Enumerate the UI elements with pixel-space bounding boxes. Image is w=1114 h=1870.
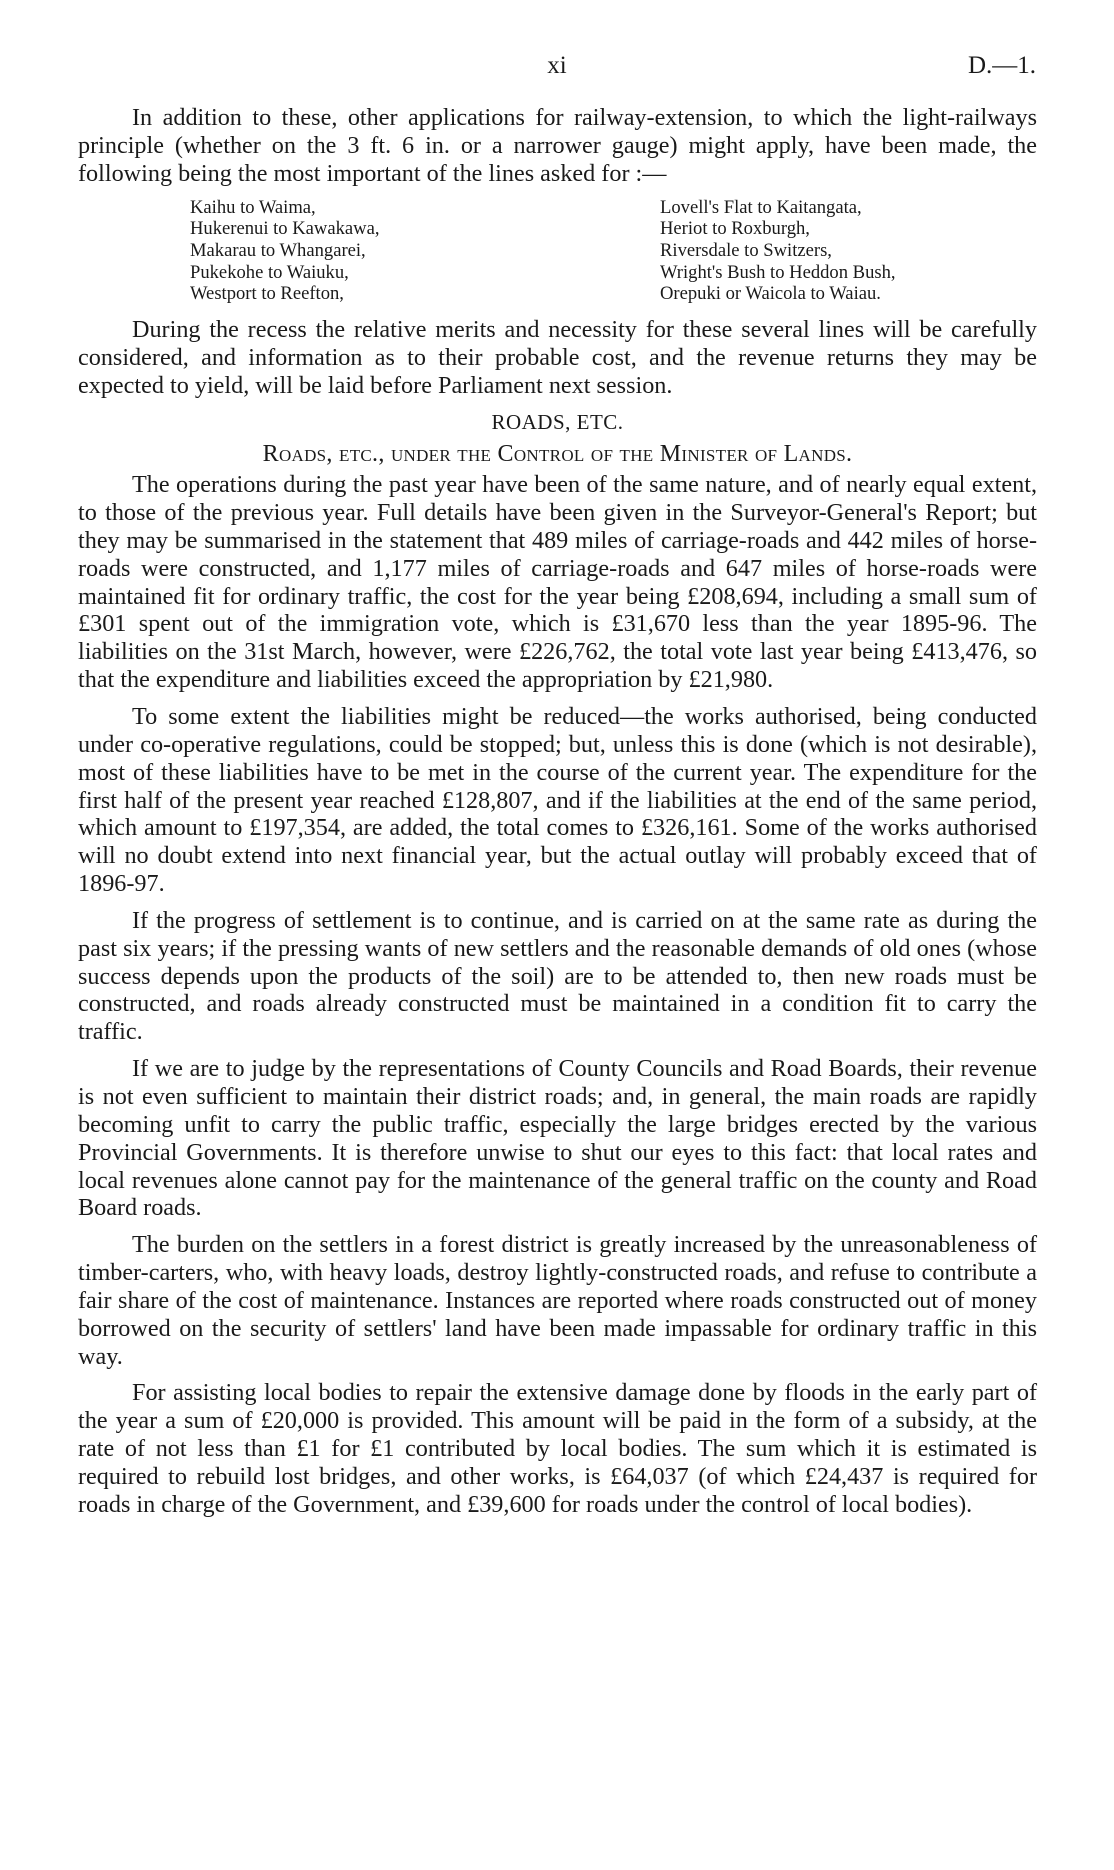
railway-lines-column-2 xyxy=(660,197,896,306)
document-reference: D.—1. xyxy=(967,52,1036,79)
list-item: Makarau to Whangarei, xyxy=(190,239,366,261)
page-number: xi xyxy=(547,52,567,79)
list-item: Westport to Reefton, xyxy=(190,283,344,305)
sub-heading: Roads, etc., under the Control of the Minister of Lands. xyxy=(262,441,853,468)
section-heading: ROADS, ETC. xyxy=(491,409,624,434)
list-item: Orepuki or Waicola to Waiau. xyxy=(660,283,881,305)
list-item: Riversdale to Switzers, xyxy=(660,239,832,261)
railway-lines-column-1 xyxy=(190,197,660,306)
paragraph-intro: In addition to these, other applications for railway-extension, to which the light-railways principle (whether on the 3 ft. 6 in. or a narrower gauge) might apply, have been made, the following being the most important of the lines asked for :— xyxy=(78,104,1037,187)
paragraph-councils: If we are to judge by the representations of County Councils and Road Boards, their revenue is not even sufficient to maintain their district roads; and, in general, the main roads are rapidly becoming unfit to carry the public traffic, especially the large bridges erected by the various Provincial Governments. It is therefore unwise to shut our eyes to this fact: that local rates and local revenues alone cannot pay for the maintenance of the general traffic on the county and Road Board roads. xyxy=(78,1055,1037,1222)
list-item: Heriot to Roxburgh, xyxy=(660,218,810,240)
list-item: Pukekohe to Waiuku, xyxy=(190,261,349,283)
paragraph-burden: The burden on the settlers in a forest district is greatly increased by the unreasonableness of timber-carters, who, with heavy loads, destroy lightly-constructed roads, and refuse to contribute a fair share of the cost of maintenance. Instances are reported where roads constructed out of money borrowed on the security of settlers' land have been made impassable for ordinary traffic in this way. xyxy=(78,1231,1037,1370)
list-item: Kaihu to Waima, xyxy=(190,196,316,218)
list-item: Wright's Bush to Heddon Bush, xyxy=(660,261,896,283)
paragraph-operations: The operations during the past year have been of the same nature, and of nearly equal extent, to those of the previous year. Full details have been given in the Surveyor-General's Report; but they may be summarised in the statement that 489 miles of carriage-roads and 442 miles of horse-roads were constructed, and 1,177 miles of carriage-roads and 647 miles of horse-roads were maintained fit for ordinary traffic, the cost for the year being £208,694, including a small sum of £301 spent out of the immigration vote, which is £31,670 less than the year 1895-96. The liabilities on the 31st March, however, were £226,762, the total vote last year being £413,476, so that the expenditure and liabilities exceed the appropriation by £21,980. xyxy=(78,471,1037,694)
list-item: Hukerenui to Kawakawa, xyxy=(190,218,380,240)
paragraph-liabilities: To some extent the liabilities might be reduced—the works authorised, being conducted under co-operative regulations, could be stopped; but, unless this is done (which is not desirable), most of these liabilities have to be met in the course of the current year. The expenditure for the first half of the present year reached £128,807, and if the liabilities at the end of the same period, which amount to £197,354, are added, the total comes to £326,161. Some of the works authorised will no doubt extend into next financial year, but the actual outlay will probably exceed that of 1896-97. xyxy=(78,703,1037,898)
list-item: Lovell's Flat to Kaitangata, xyxy=(660,196,862,218)
paragraph-progress: If the progress of settlement is to continue, and is carried on at the same rate as during the past six years; if the pressing wants of new settlers and the reasonable demands of old ones (whose success depends upon the products of the soil) are to be attended to, then new roads must be constructed, and roads already constructed must be maintained in a condition fit to carry the traffic. xyxy=(78,906,1037,1046)
paragraph-floods: For assisting local bodies to repair the extensive damage done by floods in the early part of the year a sum of £20,000 is provided. This amount will be paid in the form of a subsidy, at the rate of not less than £1 for £1 contributed by local bodies. The sum which it is estimated is required to rebuild lost bridges, and other works, is £64,037 (of which £24,437 is required for roads in charge of the Government, and £39,600 for roads under the control of local bodies). xyxy=(78,1379,1037,1518)
page-header xyxy=(78,52,1036,84)
railway-lines-list xyxy=(78,197,1037,306)
page-body xyxy=(78,104,1037,1528)
paragraph-recess: During the recess the relative merits and necessity for these several lines will be carefully considered, and information as to their probable cost, and the revenue returns they may be expected to yield, will be laid before Parliament next session. xyxy=(78,316,1037,399)
